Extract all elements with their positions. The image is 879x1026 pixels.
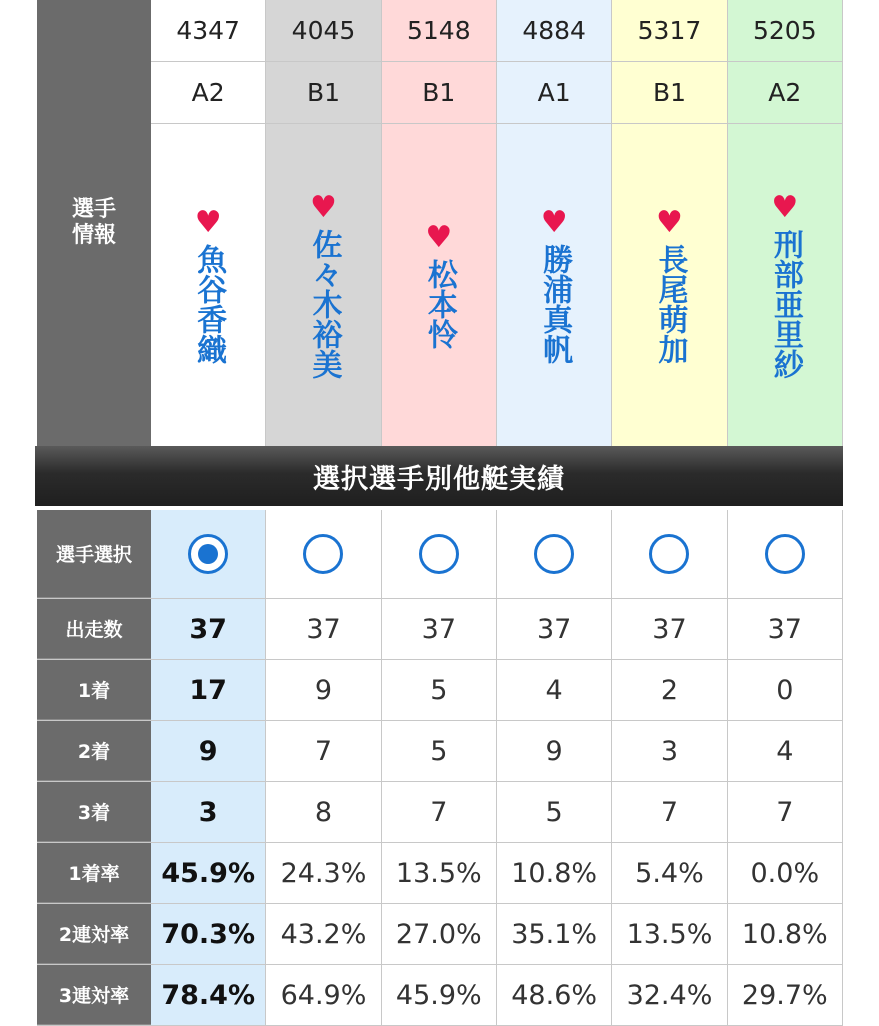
stats-row (37, 843, 843, 904)
racer-name[interactable]: 長尾萌加 (652, 244, 688, 364)
section-header (35, 446, 843, 506)
stat-value: 10.8% (728, 904, 843, 964)
racer-name[interactable]: 刑部亜里紗 (767, 229, 803, 379)
racer-select-cell (497, 510, 612, 598)
stats-row (37, 721, 843, 782)
heart-icon[interactable]: ♥ (540, 205, 568, 240)
racer-select-cell (728, 510, 843, 598)
racer-class: B1 (266, 62, 380, 124)
racer-number: 4045 (266, 0, 380, 62)
racer-name[interactable]: 佐々木裕美 (306, 229, 342, 379)
stat-value: 64.9% (266, 965, 381, 1025)
stats-table (37, 510, 843, 1024)
row-label: 2連対率 (37, 904, 151, 964)
racer-name-cell (266, 124, 380, 446)
racer-class: A2 (728, 62, 842, 124)
stat-value: 5 (382, 721, 497, 781)
stat-value: 48.6% (497, 965, 612, 1025)
racer-radio-5[interactable] (649, 534, 689, 574)
racer-columns (151, 0, 843, 446)
stat-value: 7 (728, 782, 843, 842)
racer-class: A1 (497, 62, 611, 124)
racer-radio-2[interactable] (303, 534, 343, 574)
racer-info-label: 選手 情報 (71, 197, 116, 248)
racer-name[interactable]: 松本怜 (421, 259, 457, 349)
stat-value: 2 (612, 660, 727, 720)
racer-name-cell (728, 124, 842, 446)
stat-value: 5 (497, 782, 612, 842)
stats-row (37, 660, 843, 721)
stat-value: 37 (382, 599, 497, 659)
row-label: 3着 (37, 782, 151, 842)
racer-number: 4347 (151, 0, 265, 62)
stat-value: 7 (266, 721, 381, 781)
stat-value: 7 (382, 782, 497, 842)
stat-value: 17 (151, 660, 266, 720)
stat-value: 3 (151, 782, 266, 842)
racer-name-cell (151, 124, 265, 446)
stat-value: 7 (612, 782, 727, 842)
racer-class: B1 (612, 62, 726, 124)
stat-value: 4 (497, 660, 612, 720)
racer-class: B1 (382, 62, 496, 124)
racer-name[interactable]: 勝浦真帆 (537, 244, 573, 364)
stats-row (37, 904, 843, 965)
racer-select-cell (266, 510, 381, 598)
heart-icon[interactable]: ♥ (771, 190, 799, 225)
stat-value: 45.9% (151, 843, 266, 903)
stat-value: 4 (728, 721, 843, 781)
racer-radio-6[interactable] (765, 534, 805, 574)
stat-value: 9 (266, 660, 381, 720)
heart-icon[interactable]: ♥ (310, 190, 337, 225)
stat-value: 0 (728, 660, 843, 720)
stat-value: 37 (728, 599, 843, 659)
stat-value: 13.5% (612, 904, 727, 964)
stat-value: 37 (151, 599, 266, 659)
stats-row (37, 782, 843, 843)
stat-value: 10.8% (497, 843, 612, 903)
row-label: 1着 (37, 660, 151, 720)
racer-name[interactable]: 魚谷香織 (191, 244, 227, 364)
racer-select-cell (151, 510, 266, 598)
stat-value: 24.3% (266, 843, 381, 903)
stat-value: 32.4% (612, 965, 727, 1025)
racer-select-row (37, 510, 843, 599)
racer-number: 5205 (728, 0, 842, 62)
racer-column-2 (266, 0, 381, 446)
stat-value: 5.4% (612, 843, 727, 903)
row-label: 3連対率 (37, 965, 151, 1025)
racer-info-panel (37, 0, 843, 446)
racer-number: 4884 (497, 0, 611, 62)
racer-number: 5148 (382, 0, 496, 62)
stat-value: 13.5% (382, 843, 497, 903)
heart-icon[interactable]: ♥ (656, 205, 683, 240)
stat-value: 35.1% (497, 904, 612, 964)
stat-value: 9 (151, 721, 266, 781)
stat-value: 37 (266, 599, 381, 659)
stat-value: 3 (612, 721, 727, 781)
racer-class: A2 (151, 62, 265, 124)
stat-value: 8 (266, 782, 381, 842)
stat-value: 78.4% (151, 965, 266, 1025)
stat-value: 45.9% (382, 965, 497, 1025)
heart-icon[interactable]: ♥ (425, 220, 453, 255)
stat-value: 0.0% (728, 843, 843, 903)
racer-number: 5317 (612, 0, 726, 62)
stat-value: 9 (497, 721, 612, 781)
racer-radio-4[interactable] (534, 534, 574, 574)
section-title: 選択選手別他艇実績 (313, 463, 565, 495)
row-label: 出走数 (37, 599, 151, 659)
stat-value: 70.3% (151, 904, 266, 964)
racer-name-link[interactable] (670, 191, 879, 379)
stat-value: 29.7% (728, 965, 843, 1025)
heart-icon[interactable]: ♥ (194, 205, 222, 240)
stat-value: 37 (497, 599, 612, 659)
racer-radio-1[interactable] (188, 534, 228, 574)
row-label: 選手選択 (37, 510, 151, 598)
racer-column-6 (728, 0, 843, 446)
row-label: 2着 (37, 721, 151, 781)
stats-row (37, 599, 843, 660)
racer-select-cell (612, 510, 727, 598)
stat-value: 43.2% (266, 904, 381, 964)
stat-value: 5 (382, 660, 497, 720)
racer-column-1 (151, 0, 266, 446)
stat-value: 27.0% (382, 904, 497, 964)
row-label: 1着率 (37, 843, 151, 903)
stat-value: 37 (612, 599, 727, 659)
racer-select-cell (382, 510, 497, 598)
racer-radio-3[interactable] (419, 534, 459, 574)
stats-row (37, 965, 843, 1026)
